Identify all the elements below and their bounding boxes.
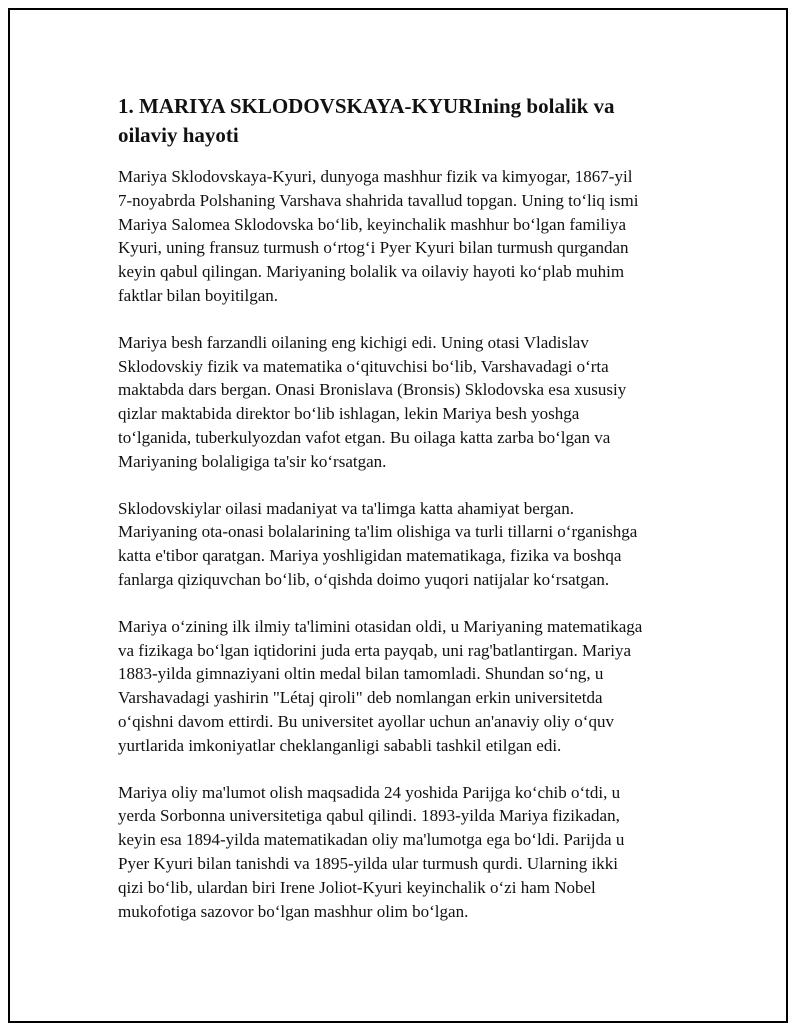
paragraph-birth: Mariya Sklodovskaya-Kyuri, dunyoga mashhur fizik va kimyogar, 1867-yil 7-noyabrda Polshaning Varshava shahrida tavallud topgan. Uning to‘liq ismi Mariya Salomea Sklodovska bo‘lib, keyinchalik mashhur bo‘lgan familiya Kyuri, uning fransuz turmush o‘rtog‘i Pyer Kyuri bilan turmush qurgandan keyin qabul qilingan. Mariyaning bolalik va oilaviy hayoti ko‘plab muhim faktlar bilan boyitilgan. bbox=[118, 167, 639, 305]
document-body bbox=[118, 92, 698, 946]
paragraph-family: Mariya besh farzandli oilaning eng kichigi edi. Uning otasi Vladislav Sklodovskiy fizik va matematika o‘qituvchisi bo‘lib, Varshavadagi o‘rta maktabda dars bergan. Onasi Bronislava (Bronsis) Sklodovska esa xususiy qizlar maktabida direktor bo‘lib ishlagan, lekin Mariya besh yoshga to‘lganida, tuberkulyozdan vafot etgan. Bu oilaga katta zarba bo‘lgan va Mariyaning bolaligiga ta'sir ko‘rsatgan. bbox=[118, 332, 627, 471]
section-heading: 1. MARIYA SKLODOVSKAYA-KYURIning bolalik va oilaviy hayoti bbox=[118, 94, 615, 147]
paragraph-education-values: Sklodovskiylar oilasi madaniyat va ta'limga katta ahamiyat bergan. Mariyaning ota-onasi bolalarining ta'lim olishiga va turli tillarni o‘rganishga katta e'tibor qaratgan. Mariya yoshligidan matematikaga, fizika va boshqa fanlarga qiziquvchan bo‘lib, o‘qishda doimo yuqori natijalar ko‘rsatgan. bbox=[118, 498, 638, 589]
paragraph-paris: Mariya oliy ma'lumot olish maqsadida 24 yoshida Parijga ko‘chib o‘tdi, u yerda Sorbonna universitetiga qabul qilindi. 1893-yilda Mariya fizikadan, keyin esa 1894-yilda matematikadan oliy ma'lumotga ega bo‘ldi. Parijda u Pyer Kyuri bilan tanishdi va 1895-yilda ular turmush qurdi. Ularning ikki qizi bo‘lib, ulardan biri Irene Joliot-Kyuri keyinchalik o‘zi ham Nobel mukofotiga sazovor bo‘lgan mashhur olim bo‘lgan. bbox=[118, 782, 625, 921]
paragraph-early-schooling: Mariya o‘zining ilk ilmiy ta'limini otasidan oldi, u Mariyaning matematikaga va fizikaga bo‘lgan iqtidorini juda erta payqab, uni rag'batlantirgan. Mariya 1883-yilda gimnaziyani oltin medal bilan tamomladi. Shundan so‘ng, u Varshavadagi yashirin "Létaj qiroli" deb nomlangan erkin universitetda o‘qishni davom ettirdi. Bu universitet ayollar uchun an'anaviy oliy o‘quv yurtlarida imkoniyatlar cheklanganligi sababli tashkil etilgan edi. bbox=[118, 616, 643, 755]
